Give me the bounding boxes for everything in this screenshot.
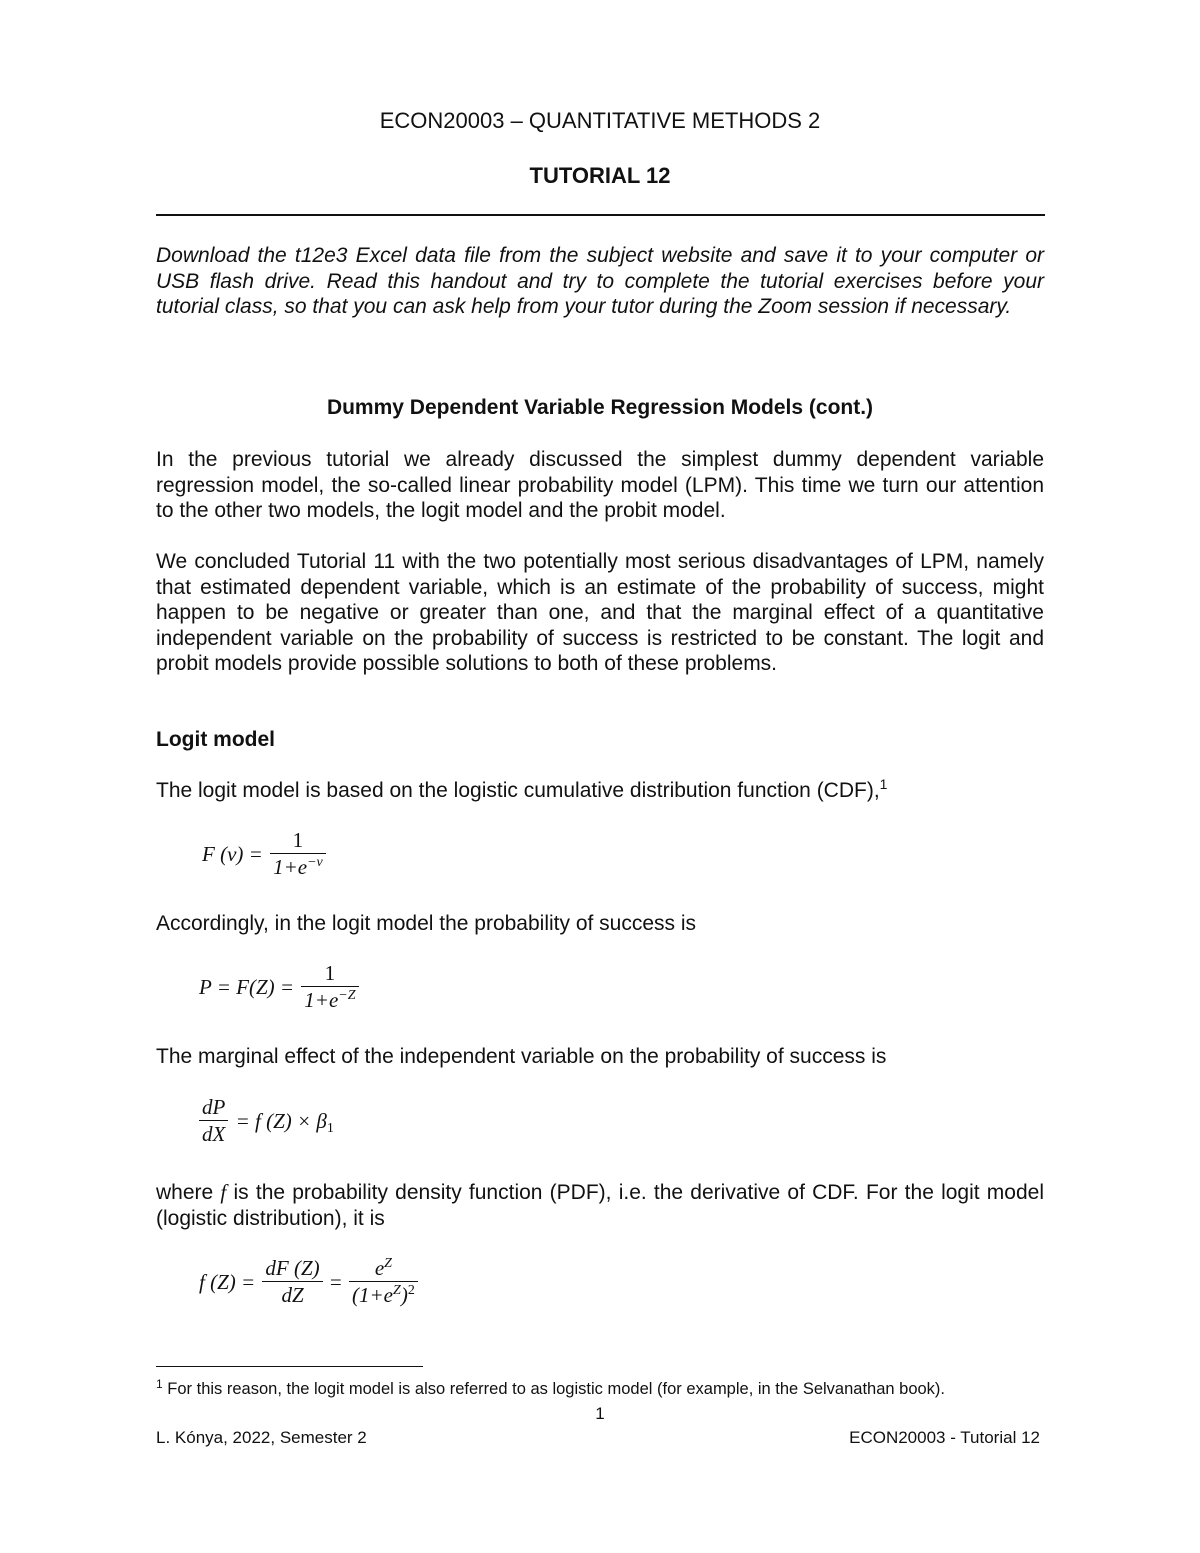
pdf-text-end: is the probability density function (PDF), i.e. the derivative of CDF. For the logit model (logistic distribution), it is [156,1181,1044,1230]
eq3-denominator: dX [202,1122,226,1146]
eq3-subscript: 1 [326,1120,334,1136]
eq4-den2-base: (1+e [352,1283,394,1307]
eq4-numerator-1: dF (Z) [262,1258,322,1282]
eq1-den-exponent: −v [307,855,323,870]
cdf-text: The logit model is based on the logistic cumulative distribution function (CDF), [156,779,880,802]
footer-course: ECON20003 - Tutorial 12 [849,1428,1040,1447]
eq2-lhs: P = F(Z) = [199,974,295,999]
tutorial-title: TUTORIAL 12 [529,163,671,188]
eq4-denominator-2 [349,1282,418,1306]
eq2-numerator: 1 [301,963,358,987]
eq2-den-exponent: −Z [338,988,356,1003]
pdf-text-start: where [156,1181,214,1204]
eq1-numerator: 1 [270,830,326,854]
eq2-fraction [301,963,358,1011]
eq4-num2-exponent: Z [384,1256,392,1271]
eq3-rhs [235,1108,334,1136]
footnote-rule [156,1366,423,1367]
footnote [156,1377,946,1399]
eq2-denominator [301,987,358,1011]
eq4-lhs: f (Z) = [199,1269,256,1294]
course-title: ECON20003 – QUANTITATIVE METHODS 2 [379,108,821,133]
cdf-sentence [156,776,888,803]
pdf-paragraph [156,1180,1044,1231]
eq3-rhs-text: = f (Z) × β [235,1108,327,1133]
eq4-den2-power: 2 [407,1283,415,1298]
probability-sentence: Accordingly, in the logit model the probability of success is [156,912,697,935]
eq2-den-base: 1+e [304,988,339,1012]
eq4-equals: = [329,1269,342,1294]
eq4-denominator-1: dZ [281,1283,304,1307]
footer-author: L. Kónya, 2022, Semester 2 [156,1428,367,1447]
eq4-fraction-2 [349,1258,418,1306]
eq4-fraction-1 [262,1258,322,1306]
section-paragraph-1: In the previous tutorial we already discussed the simplest dummy dependent variable regression model, the so-called linear probability model (LPM). This time we turn our attention to the other two models, the logit model and the probit model. [156,448,1044,523]
eq1-den-base: 1+e [273,855,308,879]
eq4-numerator-2 [349,1258,418,1282]
marginal-effect-sentence: The marginal effect of the independent variable on the probability of success is [156,1045,887,1068]
eq1-fraction [270,830,326,878]
equation-logistic-cdf [202,830,328,878]
eq1-denominator [270,854,326,878]
intro-paragraph: Download the t12e3 Excel data file from the subject website and save it to your computer or USB flash drive. Read this handout and try to complete the tutorial exercises before your tutorial class, so that you can ask help from your tutor during the Zoom session if necessary. [156,244,1044,319]
footnote-mark: 1 [156,1377,163,1391]
footnote-text: For this reason, the logit model is also referred to as logistic model (for example, in the Selvanathan book). [167,1380,946,1398]
page-number: 1 [595,1404,605,1423]
pdf-symbol: f [220,1180,227,1204]
eq4-den2-exponent: Z [393,1283,401,1298]
eq1-lhs: F (v) = [202,841,263,866]
eq4-num2-base: e [374,1256,385,1280]
section-title: Dummy Dependent Variable Regression Models (cont.) [326,396,874,419]
eq3-fraction [199,1097,228,1145]
header-rule [156,214,1045,216]
equation-marginal-effect [197,1097,334,1145]
footnote-reference[interactable]: 1 [879,776,888,792]
section-paragraph-2: We concluded Tutorial 11 with the two potentially most serious disadvantages of LPM, namely that estimated dependent variable, which is an estimate of the probability of success, might happen to be negative or greater than one, and that the marginal effect of a quantitative independent variable on the probability of success is restricted to be constant. The logit and probit models provide possible solutions to both of these problems. [156,550,1044,676]
logit-heading: Logit model [156,728,275,751]
equation-logistic-pdf [199,1258,420,1306]
eq4-den2-close: ) [400,1283,408,1307]
equation-probability [199,963,361,1011]
eq3-numerator: dP [199,1097,228,1121]
